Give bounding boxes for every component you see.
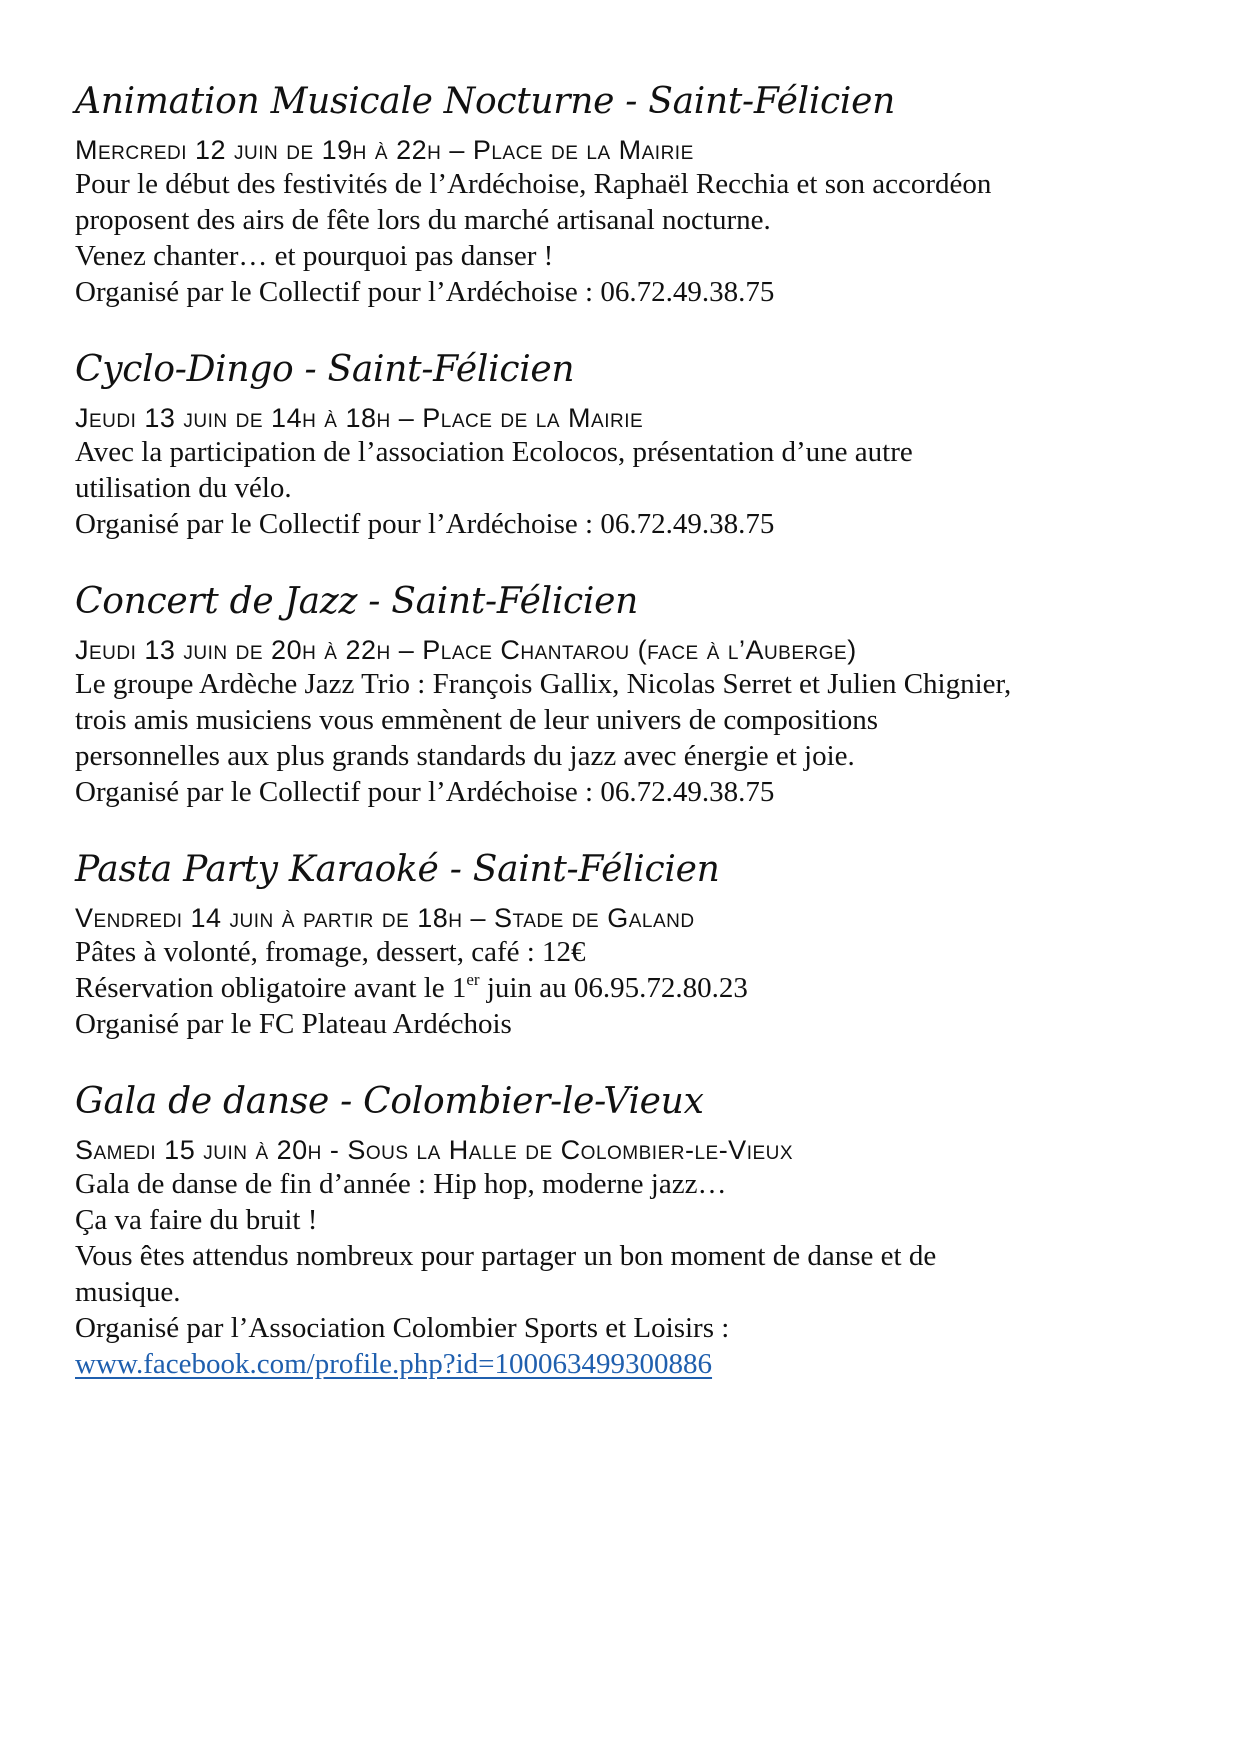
event-description-line: Le groupe Ardèche Jazz Trio : François Gallix, Nicolas Serret et Julien Chignier,: [75, 668, 1012, 700]
event-title: Gala de danse - Colombier-le-Vieux: [75, 1081, 704, 1122]
event-pasta-party: [75, 848, 1185, 1042]
event-organizer: Organisé par le FC Plateau Ardéchois: [75, 1008, 512, 1040]
event-organizer: Organisé par le Collectif pour l’Ardéchoise : 06.72.49.38.75: [75, 508, 775, 540]
event-animation-musicale: [75, 80, 1185, 310]
event-title: Cyclo-Dingo - Saint-Félicien: [75, 349, 575, 390]
facebook-link[interactable]: www.facebook.com/profile.php?id=100063499300886: [75, 1348, 713, 1380]
event-description-line: Vous êtes attendus nombreux pour partager un bon moment de danse et de: [75, 1240, 937, 1272]
event-description-line: Pour le début des festivités de l’Ardéchoise, Raphaël Recchia et son accordéon: [75, 168, 992, 200]
event-title: Animation Musicale Nocturne - Saint-Félicien: [75, 81, 896, 122]
event-organizer: Organisé par le Collectif pour l’Ardéchoise : 06.72.49.38.75: [75, 776, 775, 808]
event-reservation-line: [75, 970, 1185, 1006]
event-description-line: personnelles aux plus grands standards du jazz avec énergie et joie.: [75, 740, 855, 772]
event-gala-danse: [75, 1080, 1185, 1382]
event-description-line: Venez chanter… et pourquoi pas danser !: [75, 240, 554, 272]
event-date-place: Mercredi 12 juin de 19h à 22h – Place de la Mairie: [75, 135, 694, 165]
facebook-link-line: [75, 1346, 1185, 1382]
event-description-line: musique.: [75, 1276, 181, 1308]
event-concert-jazz: [75, 580, 1185, 810]
event-date-place: Jeudi 13 juin de 20h à 22h – Place Chantarou (face à l’Auberge): [75, 635, 857, 665]
event-description-line: Pâtes à volonté, fromage, dessert, café : 12€: [75, 936, 586, 968]
event-title: Pasta Party Karaoké - Saint-Félicien: [75, 849, 720, 890]
event-date-place: Samedi 15 juin à 20h - Sous la Halle de Colombier-le-Vieux: [75, 1135, 794, 1165]
ordinal-superscript: er: [466, 970, 480, 989]
event-date-place: Jeudi 13 juin de 14h à 18h – Place de la Mairie: [75, 403, 644, 433]
event-description-line: Ça va faire du bruit !: [75, 1204, 318, 1236]
reservation-phone: juin au 06.95.72.80.23: [479, 972, 748, 1004]
event-title: Concert de Jazz - Saint-Félicien: [75, 581, 639, 622]
event-description-line: Gala de danse de fin d’année : Hip hop, moderne jazz…: [75, 1168, 727, 1200]
event-program-page: [75, 80, 1185, 1382]
event-description-line: Avec la participation de l’association Ecolocos, présentation d’une autre: [75, 436, 913, 468]
event-organizer: Organisé par l’Association Colombier Sports et Loisirs :: [75, 1312, 730, 1344]
event-cyclo-dingo: [75, 348, 1185, 542]
event-description-line: trois amis musiciens vous emmènent de leur univers de compositions: [75, 704, 879, 736]
event-description-line: utilisation du vélo.: [75, 472, 292, 504]
event-date-place: Vendredi 14 juin à partir de 18h – Stade de Galand: [75, 903, 695, 933]
reservation-text: Réservation obligatoire avant le 1: [75, 972, 467, 1004]
event-organizer: Organisé par le Collectif pour l’Ardéchoise : 06.72.49.38.75: [75, 276, 775, 308]
event-description-line: proposent des airs de fête lors du marché artisanal nocturne.: [75, 204, 771, 236]
